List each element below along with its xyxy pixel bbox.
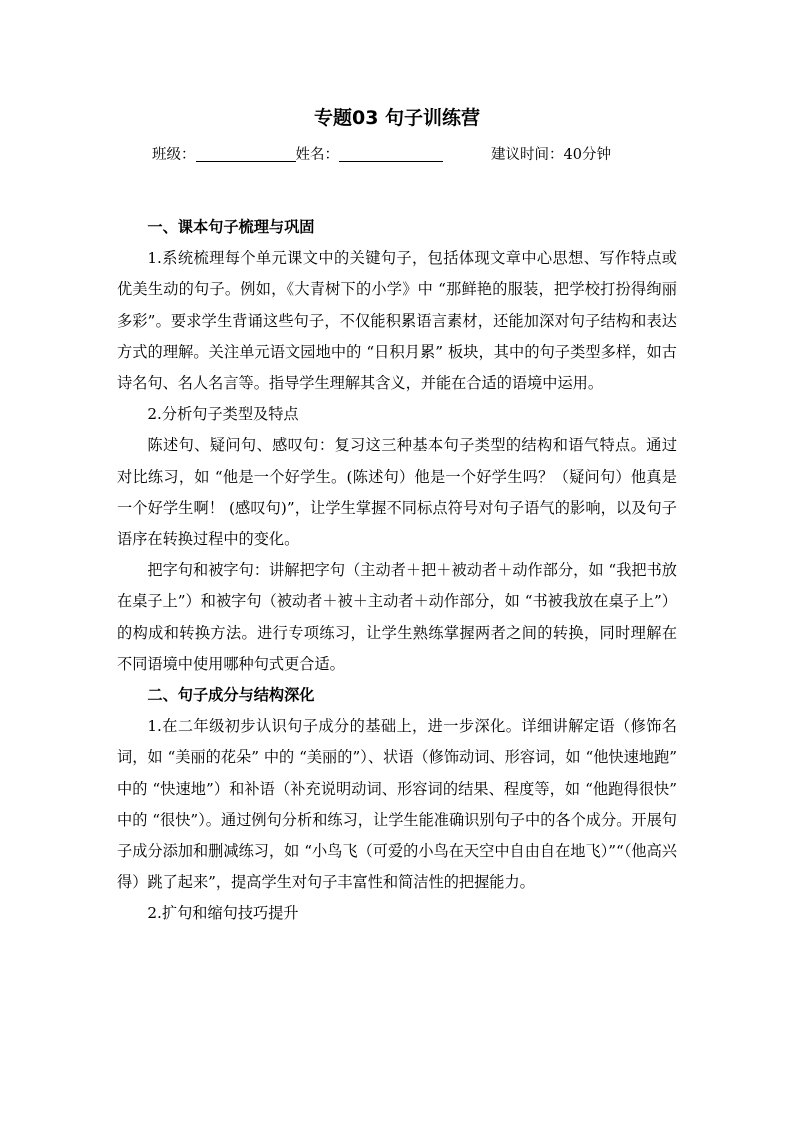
paragraph: 2.分析句子类型及特点	[147, 405, 299, 424]
name-label: 姓名：	[295, 147, 339, 163]
paragraph: 2.扩句和缩句技巧提升	[147, 904, 299, 923]
paragraph: 1.在二年级初步认识句子成分的基础上，进一步深化。详细讲解定语（修饰名词，如 “美丽的花朵” 中的 “美丽的”）、状语（修饰动词、形容词，如 “他快速地跑” 中的 “快速地”）和补语（补充说明动词、形容词的结果、程度等，如 “他跑得很快” 中的 “很快”）。通过例句分析和练习，让学生能准确识别句子中的各个成分。开展句子成分添加和删减练习，如 “小鸟飞（可爱的小鸟在天空中自由自在地飞）”“（他高兴得）跳了起来”，提高学生对句子丰富性和简洁性的把握能力。	[117, 717, 677, 892]
suggested-time: 建议时间：40分钟	[491, 147, 611, 163]
name-blank[interactable]	[339, 143, 443, 162]
paragraph: 把字句和被字句：讲解把字句（主动者＋把＋被动者＋动作部分，如 “我把书放在桌子上”）和被字句（被动者＋被＋主动者＋动作部分，如 “书被我放在桌子上”）的构成和转换方法。进行专项练习，让学生熟练掌握两者之间的转换，同时理解在不同语境中使用哪种句式更合适。	[117, 561, 677, 673]
paragraph: 陈述句、疑问句、感叹句：复习这三种基本句子类型的结构和语气特点。通过对比练习，如 “他是一个好学生。(陈述句）他是一个好学生吗？（疑问句）他真是一个好学生啊！ (感叹句)”，让学生掌握不同标点符号对句子语气的影响，以及句子语序在转换过程中的变化。	[117, 436, 677, 549]
document-title: 专题03 句子训练营	[313, 107, 481, 129]
class-blank[interactable]	[196, 143, 296, 162]
document-body	[117, 212, 677, 930]
class-label: 班级：	[152, 147, 196, 163]
student-info-line	[152, 143, 712, 167]
paragraph: 1.系统梳理每个单元课文中的关键句子，包括体现文章中心思想、写作特点或优美生动的句子。例如，《大青树下的小学》中 “那鲜艳的服装，把学校打扮得绚丽多彩”。要求学生背诵这些句子，不仅能积累语言素材，还能加深对句子结构和表达方式的理解。关注单元语文园地中的 “日积月累” 板块，其中的句子类型多样，如古诗名句、名人名言等。指导学生理解其含义，并能在合适的语境中运用。	[117, 249, 677, 393]
section-heading: 二、句子成分与结构深化	[147, 686, 315, 705]
section-heading: 一、课本句子梳理与巩固	[147, 218, 315, 236]
